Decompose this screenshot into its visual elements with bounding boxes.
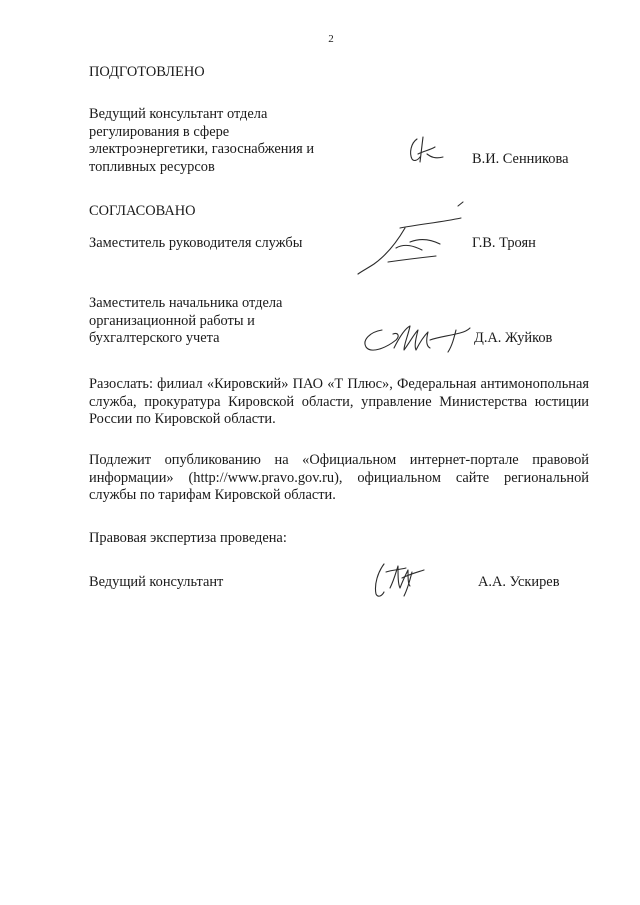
- agreed-position: [89, 235, 302, 253]
- signature-sennikova: [405, 134, 445, 168]
- legal-review-name: А.А. Ускирев: [478, 574, 560, 590]
- signature-troyan: [350, 198, 468, 278]
- agreed-name: Д.А. Жуйков: [474, 330, 553, 346]
- prepared-heading: ПОДГОТОВЛЕНО: [89, 64, 205, 80]
- agreed-heading: СОГЛАСОВАНО: [89, 203, 196, 219]
- agreed-position-line: бухгалтерского учета: [89, 330, 220, 346]
- prepared-position-line: регулирования в сфере: [89, 123, 230, 140]
- prepared-position: [89, 106, 314, 176]
- prepared-name: В.И. Сенникова: [472, 151, 569, 167]
- prepared-position-line: электроэнергетики, газоснабжения и: [89, 141, 315, 157]
- legal-review-position: Ведущий консультант: [89, 574, 224, 590]
- agreed-position-line: Заместитель начальника отдела: [89, 295, 283, 311]
- distribution-paragraph: Разослать: филиал «Кировский» ПАО «Т Плюс», Федеральная антимонопольная служба, прокуратура Кировской области, управление Министерства юстиции России по Кировской области.: [89, 376, 589, 427]
- signature-zhuykov: [360, 318, 472, 358]
- legal-review-statement: Правовая экспертиза проведена:: [89, 530, 287, 546]
- agreed-position: [89, 295, 282, 348]
- prepared-position-line: Ведущий консультант отдела: [89, 106, 268, 122]
- agreed-position-line: организационной работы и: [89, 312, 255, 329]
- agreed-name: Г.В. Троян: [472, 235, 536, 251]
- agreed-position-line: Заместитель руководителя службы: [89, 235, 303, 251]
- page-number: 2: [328, 33, 334, 45]
- prepared-position-line: топливных ресурсов: [89, 158, 215, 175]
- signature-uskirev: [368, 560, 428, 600]
- publication-paragraph: Подлежит опубликованию на «Официальном интернет-портале правовой информации» (http://www.pravo.gov.ru), официальном сайте региональной службы по тарифам Кировской области.: [89, 452, 589, 503]
